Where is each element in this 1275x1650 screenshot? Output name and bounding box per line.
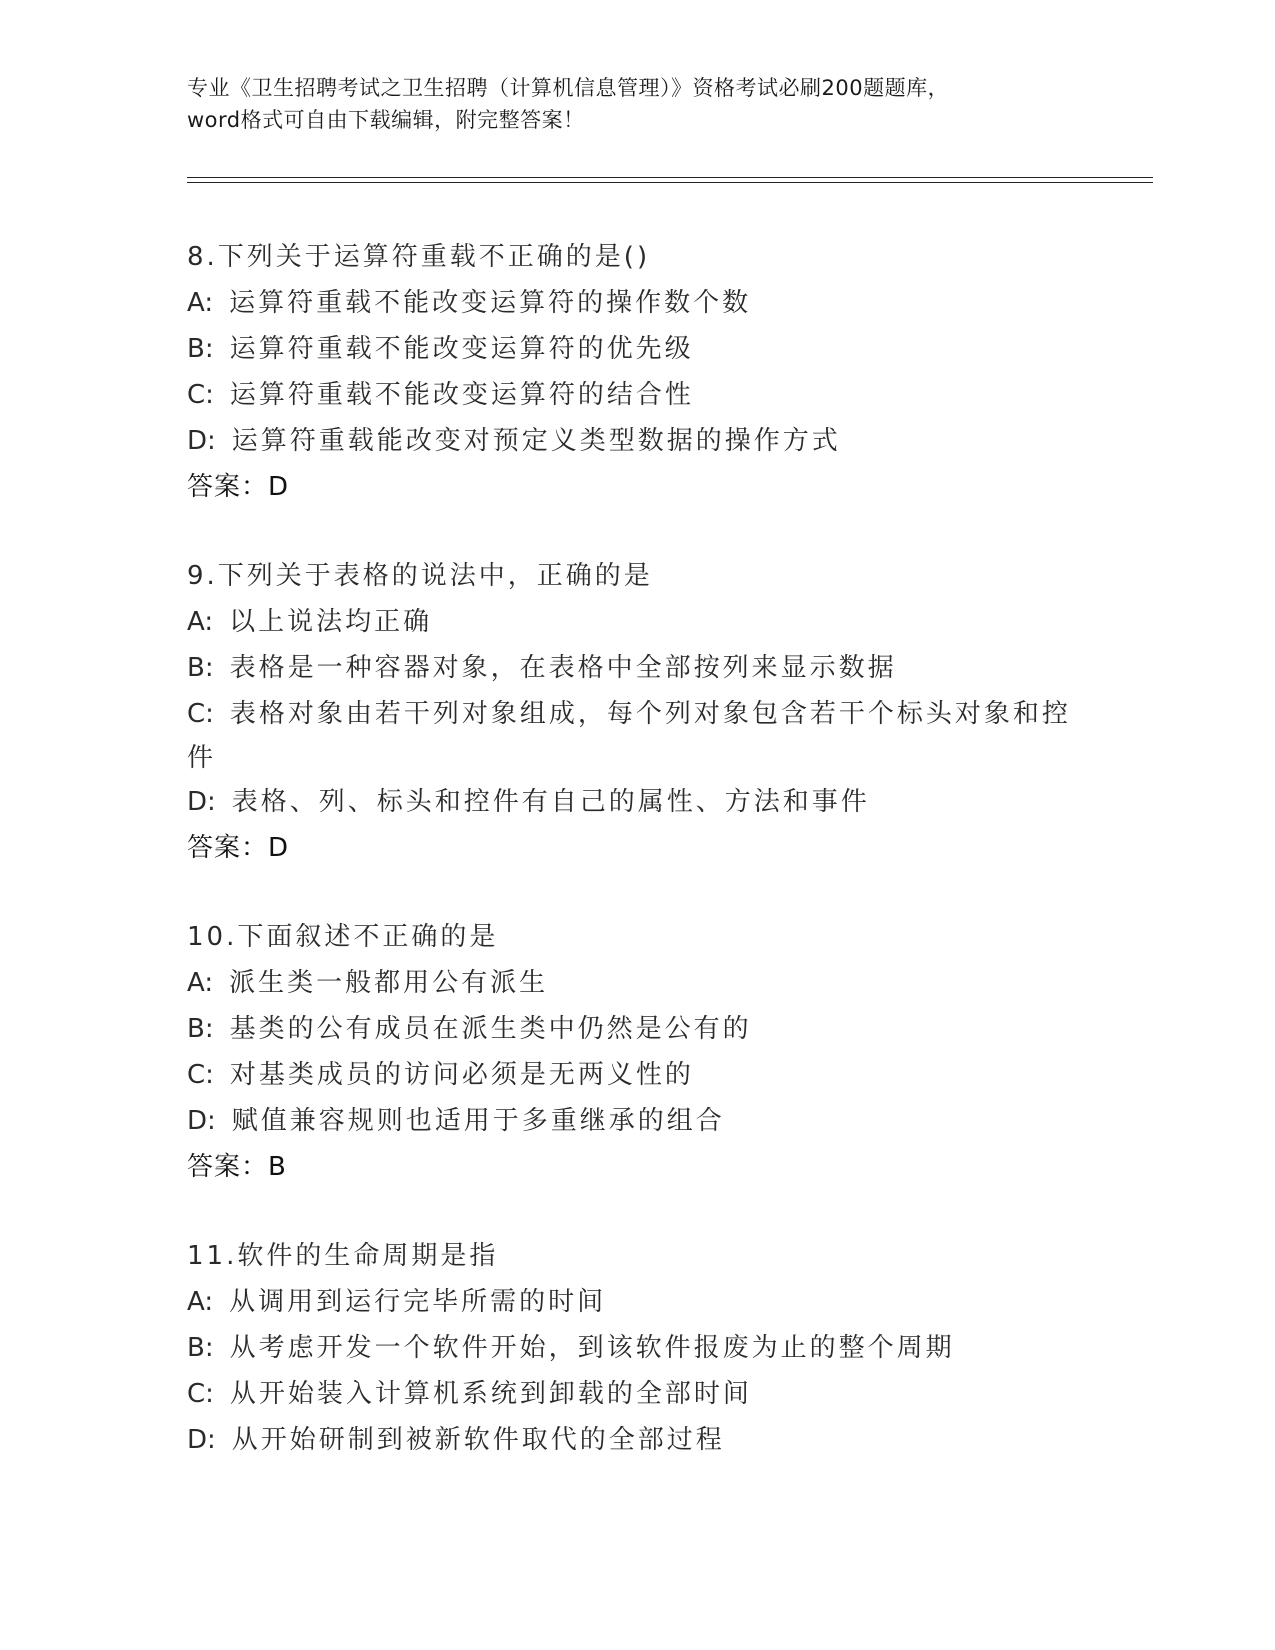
option-letter: C: bbox=[187, 699, 214, 729]
option-d bbox=[187, 779, 1087, 825]
answer-label: 答案：D bbox=[187, 472, 290, 502]
option-text: 对基类成员的访问必须是无两义性的 bbox=[229, 1060, 694, 1090]
option-c bbox=[187, 372, 1087, 418]
question-stem: 10.下面叙述不正确的是 bbox=[187, 922, 499, 952]
header-divider-bottom bbox=[187, 182, 1153, 183]
option-letter: B: bbox=[187, 334, 214, 364]
option-text: 运算符重载能改变对预定义类型数据的操作方式 bbox=[231, 426, 841, 456]
option-letter: C: bbox=[187, 1060, 214, 1090]
option-text: 运算符重载不能改变运算符的优先级 bbox=[229, 334, 694, 364]
option-a bbox=[187, 960, 1087, 1006]
option-text: 从开始研制到被新软件取代的全部过程 bbox=[231, 1425, 725, 1455]
option-text: 表格对象由若干列对象组成，每个列对象包含若干个标头对象和控 bbox=[229, 699, 1071, 729]
option-c bbox=[187, 1052, 1087, 1098]
option-b bbox=[187, 326, 1087, 372]
option-text: 运算符重载不能改变运算符的操作数个数 bbox=[229, 288, 752, 318]
option-text: 赋值兼容规则也适用于多重继承的组合 bbox=[231, 1106, 725, 1136]
question-11 bbox=[187, 1233, 1087, 1463]
option-text: 派生类一般都用公有派生 bbox=[229, 968, 549, 998]
option-text: 表格是一种容器对象，在表格中全部按列来显示数据 bbox=[229, 653, 897, 683]
question-stem: 8.下列关于运算符重载不正确的是() bbox=[187, 242, 651, 272]
option-letter: C: bbox=[187, 1379, 214, 1409]
option-text: 运算符重载不能改变运算符的结合性 bbox=[229, 380, 694, 410]
option-letter: A: bbox=[187, 968, 214, 998]
header-line-1: 专业《卫生招聘考试之卫生招聘（计算机信息管理）》资格考试必刷200题题库， bbox=[187, 76, 950, 100]
option-letter: D: bbox=[187, 426, 216, 456]
option-b bbox=[187, 1006, 1087, 1052]
option-text: 从调用到运行完毕所需的时间 bbox=[229, 1287, 607, 1317]
option-letter: A: bbox=[187, 1287, 214, 1317]
option-b bbox=[187, 1325, 1087, 1371]
option-letter: A: bbox=[187, 288, 214, 318]
question-9 bbox=[187, 553, 1087, 871]
option-letter: D: bbox=[187, 1106, 216, 1136]
option-text: 从考虑开发一个软件开始，到该软件报废为止的整个周期 bbox=[229, 1333, 955, 1363]
option-c bbox=[187, 1371, 1087, 1417]
option-letter: D: bbox=[187, 787, 216, 817]
option-c-continuation: 件 bbox=[187, 743, 217, 773]
option-text: 基类的公有成员在派生类中仍然是公有的 bbox=[229, 1014, 752, 1044]
option-d bbox=[187, 1417, 1087, 1463]
header-divider-top bbox=[187, 177, 1153, 178]
option-d bbox=[187, 1098, 1087, 1144]
option-letter: A: bbox=[187, 607, 214, 637]
option-b bbox=[187, 645, 1087, 691]
option-letter: C: bbox=[187, 380, 214, 410]
answer-label: 答案：B bbox=[187, 1152, 287, 1182]
option-text: 从开始装入计算机系统到卸载的全部时间 bbox=[229, 1379, 752, 1409]
option-a bbox=[187, 599, 1087, 645]
question-stem: 11.软件的生命周期是指 bbox=[187, 1241, 499, 1271]
question-10 bbox=[187, 914, 1087, 1190]
option-a bbox=[187, 1279, 1087, 1325]
question-stem: 9.下列关于表格的说法中，正确的是 bbox=[187, 561, 653, 591]
option-letter: B: bbox=[187, 1333, 214, 1363]
question-8 bbox=[187, 234, 1087, 510]
option-text: 表格、列、标头和控件有自己的属性、方法和事件 bbox=[231, 787, 870, 817]
option-letter: B: bbox=[187, 1014, 214, 1044]
header-line-2: word格式可自由下载编辑，附完整答案！ bbox=[187, 108, 585, 132]
option-letter: D: bbox=[187, 1425, 216, 1455]
option-text: 以上说法均正确 bbox=[229, 607, 433, 637]
answer-label: 答案：D bbox=[187, 833, 290, 863]
option-d bbox=[187, 418, 1087, 464]
option-a bbox=[187, 280, 1087, 326]
option-c bbox=[187, 691, 1087, 737]
option-letter: B: bbox=[187, 653, 214, 683]
document-header bbox=[187, 72, 1087, 136]
